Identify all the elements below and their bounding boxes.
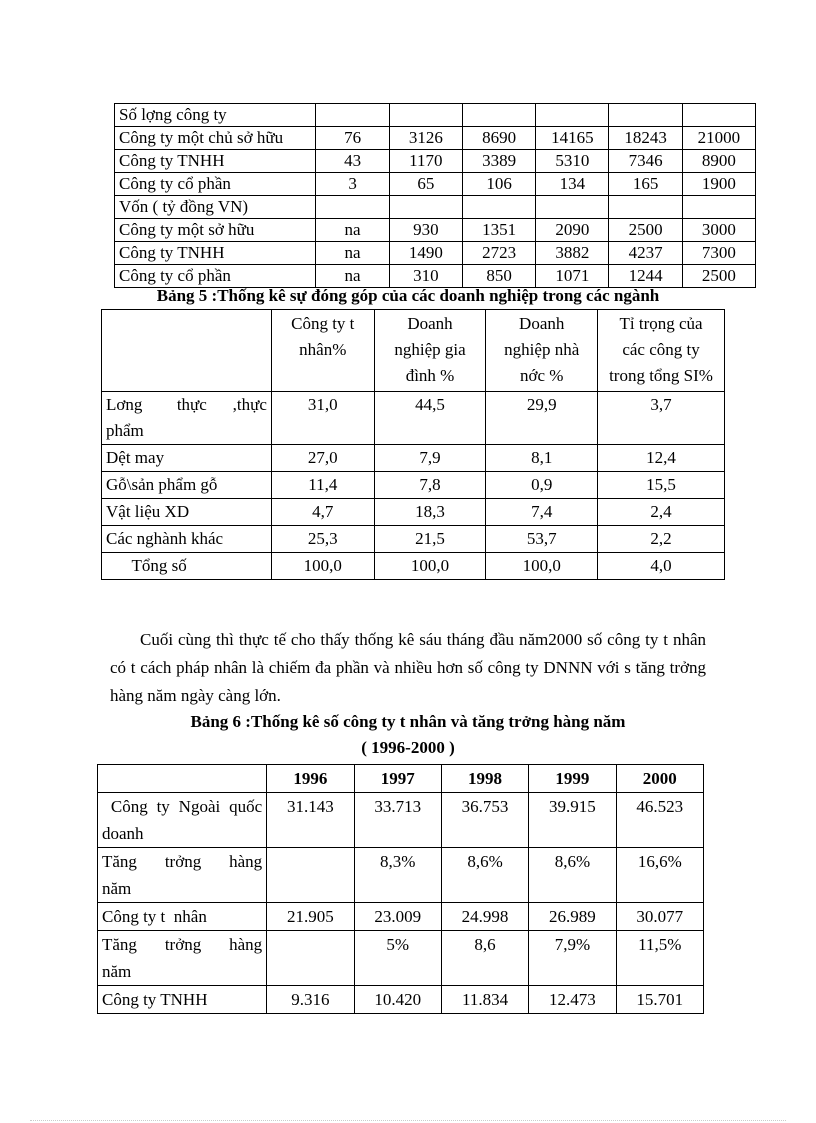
table-cell <box>682 196 755 219</box>
row-label: Công ty cổ phần <box>115 173 316 196</box>
table-cell: 2,2 <box>598 526 725 553</box>
body-paragraph <box>110 626 706 710</box>
table-row <box>98 986 704 1014</box>
table-row <box>115 127 756 150</box>
table-cell: 9.316 <box>267 986 354 1014</box>
column-header: 1997 <box>354 765 441 793</box>
table-cell: 2500 <box>682 265 755 288</box>
table-cell: 21000 <box>682 127 755 150</box>
table-row <box>115 196 756 219</box>
table-cell <box>316 104 389 127</box>
table-row <box>115 219 756 242</box>
table-cell: 0,9 <box>486 472 598 499</box>
table-cell: 11,5% <box>616 931 703 986</box>
table-cell: 3000 <box>682 219 755 242</box>
column-header: 1999 <box>529 765 616 793</box>
table-cell: 2090 <box>536 219 609 242</box>
table-cell: 33.713 <box>354 793 441 848</box>
row-label: Tăng trởng hàng năm <box>98 931 267 986</box>
table-cell: 850 <box>462 265 535 288</box>
row-label: Số lợng công ty <box>115 104 316 127</box>
page-bottom-border <box>30 1120 786 1121</box>
row-label: Tổng số <box>102 553 272 580</box>
table-cell <box>462 104 535 127</box>
row-label: Công ty một chủ sở hữu <box>115 127 316 150</box>
table-cell: 4237 <box>609 242 682 265</box>
table-header-row <box>102 310 725 392</box>
table-cell: 26.989 <box>529 903 616 931</box>
table-cell: 8,6% <box>529 848 616 903</box>
table-cell <box>609 196 682 219</box>
table-cell: 106 <box>462 173 535 196</box>
table-cell: 165 <box>609 173 682 196</box>
column-header: 1996 <box>267 765 354 793</box>
table-row <box>115 104 756 127</box>
table-cell: 5% <box>354 931 441 986</box>
table-cell: 14165 <box>536 127 609 150</box>
table-cell: 1071 <box>536 265 609 288</box>
row-label: Vật liệu XD <box>102 499 272 526</box>
table-cell: 10.420 <box>354 986 441 1014</box>
table-cell: 1244 <box>609 265 682 288</box>
table-cell: 11,4 <box>271 472 374 499</box>
table-cell: 2723 <box>462 242 535 265</box>
table-cell: 24.998 <box>441 903 528 931</box>
table-cell: 7,8 <box>374 472 486 499</box>
column-header: 1998 <box>441 765 528 793</box>
table-cell: 43 <box>316 150 389 173</box>
table6-caption <box>0 709 816 761</box>
row-label: Các nghành khác <box>102 526 272 553</box>
table-cell <box>462 196 535 219</box>
row-label: Công ty TNHH <box>115 150 316 173</box>
table-cell: na <box>316 242 389 265</box>
sector-contribution-table <box>101 309 725 580</box>
table-cell: 27,0 <box>271 445 374 472</box>
table-cell: na <box>316 265 389 288</box>
table-row <box>102 472 725 499</box>
table-row <box>98 903 704 931</box>
table-cell <box>267 931 354 986</box>
table-cell: 31.143 <box>267 793 354 848</box>
table-cell: 44,5 <box>374 392 486 445</box>
table-cell: 4,0 <box>598 553 725 580</box>
table-cell <box>267 848 354 903</box>
table-cell: 21,5 <box>374 526 486 553</box>
table-cell: 12.473 <box>529 986 616 1014</box>
table-cell <box>316 196 389 219</box>
table-cell: 12,4 <box>598 445 725 472</box>
table5-caption: Bảng 5 :Thống kê sự đóng góp của các doanh nghiệp trong các ngành <box>156 286 660 305</box>
table-cell: 8,3% <box>354 848 441 903</box>
table-cell: 8900 <box>682 150 755 173</box>
table-cell: na <box>316 219 389 242</box>
table-row <box>102 445 725 472</box>
table-cell: 1351 <box>462 219 535 242</box>
table-cell: 76 <box>316 127 389 150</box>
paragraph-text: Cuối cùng thì thực tế cho thấy thống kê sáu tháng đầu năm2000 số công ty t nhân có t cách pháp nhân là chiếm đa phần và nhiều hơn số công ty DNNN với s tăng trởng hàng năm ngày càng lớn. <box>110 630 706 705</box>
table-cell: 11.834 <box>441 986 528 1014</box>
table-cell: 7,4 <box>486 499 598 526</box>
table-cell <box>609 104 682 127</box>
table-cell: 7,9 <box>374 445 486 472</box>
private-company-growth-table <box>97 764 704 1014</box>
table-cell: 8,1 <box>486 445 598 472</box>
table-cell: 8690 <box>462 127 535 150</box>
table-cell: 134 <box>536 173 609 196</box>
table-cell <box>536 104 609 127</box>
table-cell: 25,3 <box>271 526 374 553</box>
table-cell: 5310 <box>536 150 609 173</box>
table-cell: 39.915 <box>529 793 616 848</box>
column-header <box>102 310 272 392</box>
table-cell: 36.753 <box>441 793 528 848</box>
table-cell: 2500 <box>609 219 682 242</box>
table-cell: 1490 <box>389 242 462 265</box>
row-label: Gỗ\sản phẩm gỗ <box>102 472 272 499</box>
column-header: Tỉ trọng của các công ty trong tổng SI% <box>598 310 725 392</box>
table-cell: 7300 <box>682 242 755 265</box>
column-header: Doanh nghiệp nhà nớc % <box>486 310 598 392</box>
table-cell: 310 <box>389 265 462 288</box>
row-label: Công ty TNHH <box>98 986 267 1014</box>
table-cell: 29,9 <box>486 392 598 445</box>
column-header <box>98 765 267 793</box>
table-cell: 1170 <box>389 150 462 173</box>
table-row <box>98 793 704 848</box>
table-cell: 46.523 <box>616 793 703 848</box>
column-header: 2000 <box>616 765 703 793</box>
table-row <box>102 499 725 526</box>
table-cell: 65 <box>389 173 462 196</box>
table-cell: 8,6% <box>441 848 528 903</box>
table-row <box>102 553 725 580</box>
table-row <box>98 848 704 903</box>
table-cell: 18,3 <box>374 499 486 526</box>
table-cell: 18243 <box>609 127 682 150</box>
table-cell <box>536 196 609 219</box>
row-label: Tăng trởng hàng năm <box>98 848 267 903</box>
row-label: Vốn ( tỷ đồng VN) <box>115 196 316 219</box>
table-cell: 100,0 <box>486 553 598 580</box>
table-cell: 7,9% <box>529 931 616 986</box>
table-cell: 53,7 <box>486 526 598 553</box>
table-cell: 3389 <box>462 150 535 173</box>
table-row <box>115 242 756 265</box>
table-cell: 16,6% <box>616 848 703 903</box>
table-cell: 100,0 <box>271 553 374 580</box>
table-cell: 4,7 <box>271 499 374 526</box>
row-label: Công ty Ngoài quốc doanh <box>98 793 267 848</box>
row-label: Lơng thực ,thực phẩm <box>102 392 272 445</box>
table-cell: 15.701 <box>616 986 703 1014</box>
table-row <box>102 526 725 553</box>
table-cell: 930 <box>389 219 462 242</box>
table-cell: 3,7 <box>598 392 725 445</box>
table-cell: 2,4 <box>598 499 725 526</box>
row-label: Công ty cổ phần <box>115 265 316 288</box>
table-cell: 7346 <box>609 150 682 173</box>
table-cell: 31,0 <box>271 392 374 445</box>
column-header: Doanh nghiệp gia đình % <box>374 310 486 392</box>
table-cell: 30.077 <box>616 903 703 931</box>
table-cell: 23.009 <box>354 903 441 931</box>
company-statistics-table <box>114 103 756 288</box>
table6-caption-line1: Bảng 6 :Thống kê số công ty t nhân và tăng trởng hàng năm <box>190 712 626 731</box>
table-cell <box>682 104 755 127</box>
row-label: Công ty t nhân <box>98 903 267 931</box>
table-row <box>102 392 725 445</box>
table-cell: 8,6 <box>441 931 528 986</box>
table-cell: 3 <box>316 173 389 196</box>
table6-caption-line2: ( 1996-2000 ) <box>361 738 455 757</box>
table-cell: 1900 <box>682 173 755 196</box>
table-header-row <box>98 765 704 793</box>
row-label: Công ty một sở hữu <box>115 219 316 242</box>
table-cell: 100,0 <box>374 553 486 580</box>
table-cell <box>389 104 462 127</box>
table-cell <box>389 196 462 219</box>
table-row <box>98 931 704 986</box>
table-cell: 3126 <box>389 127 462 150</box>
table-cell: 3882 <box>536 242 609 265</box>
row-label: Công ty TNHH <box>115 242 316 265</box>
table-row <box>115 150 756 173</box>
table-cell: 15,5 <box>598 472 725 499</box>
row-label: Dệt may <box>102 445 272 472</box>
column-header: Công ty t nhân% <box>271 310 374 392</box>
table-cell: 21.905 <box>267 903 354 931</box>
table-row <box>115 173 756 196</box>
